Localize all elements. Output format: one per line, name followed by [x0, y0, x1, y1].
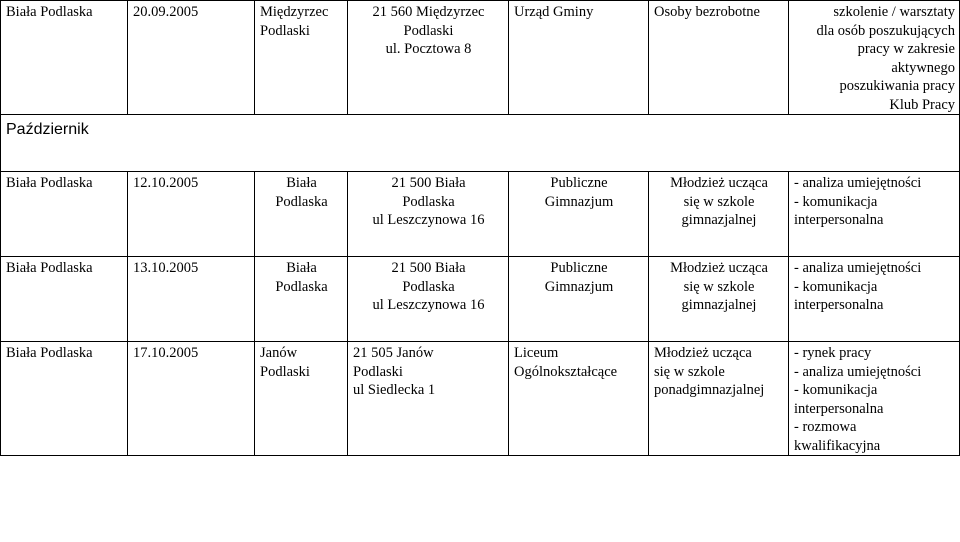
cell-grupa: Młodzież ucząca się w szkole gimnazjalnej	[649, 257, 789, 342]
cell-data: 17.10.2005	[128, 342, 255, 456]
cell-instytucja: Publiczne Gimnazjum	[509, 172, 649, 257]
cell-tematyka: - analiza umiejętności - komunikacja interpersonalna	[789, 172, 960, 257]
table-row	[1, 1, 960, 115]
cell-gmina: Biała Podlaska	[255, 172, 348, 257]
cell-grupa: Osoby bezrobotne	[649, 1, 789, 115]
cell-miejscowosc: Biała Podlaska	[1, 1, 128, 115]
cell-gmina: Międzyrzec Podlaski	[255, 1, 348, 115]
cell-data: 20.09.2005	[128, 1, 255, 115]
cell-miejscowosc: Biała Podlaska	[1, 342, 128, 456]
cell-data: 12.10.2005	[128, 172, 255, 257]
cell-adres: 21 560 Międzyrzec Podlaski ul. Pocztowa 8	[348, 1, 509, 115]
cell-grupa: Młodzież ucząca się w szkole ponadgimnazjalnej	[649, 342, 789, 456]
cell-adres: 21 500 Biała Podlaska ul Leszczynowa 16	[348, 257, 509, 342]
cell-gmina: Biała Podlaska	[255, 257, 348, 342]
table-row	[1, 257, 960, 342]
cell-miejscowosc: Biała Podlaska	[1, 257, 128, 342]
cell-adres: 21 500 Biała Podlaska ul Leszczynowa 16	[348, 172, 509, 257]
cell-tematyka: - analiza umiejętności - komunikacja interpersonalna	[789, 257, 960, 342]
cell-gmina: Janów Podlaski	[255, 342, 348, 456]
table-row	[1, 172, 960, 257]
table-row	[1, 342, 960, 456]
cell-grupa: Młodzież ucząca się w szkole gimnazjalnej	[649, 172, 789, 257]
cell-instytucja: Publiczne Gimnazjum	[509, 257, 649, 342]
cell-instytucja: Urząd Gminy	[509, 1, 649, 115]
cell-tematyka: - rynek pracy - analiza umiejętności - komunikacja interpersonalna - rozmowa kwalifikacyjna	[789, 342, 960, 456]
month-row	[1, 115, 960, 172]
month-header: Październik	[1, 115, 960, 172]
cell-miejscowosc: Biała Podlaska	[1, 172, 128, 257]
cell-instytucja: Liceum Ogólnokształcące	[509, 342, 649, 456]
cell-adres: 21 505 Janów Podlaski ul Siedlecka 1	[348, 342, 509, 456]
cell-tematyka: szkolenie / warsztaty dla osób poszukujących pracy w zakresie aktywnego poszukiwania pracy Klub Pracy	[789, 1, 960, 115]
cell-data: 13.10.2005	[128, 257, 255, 342]
